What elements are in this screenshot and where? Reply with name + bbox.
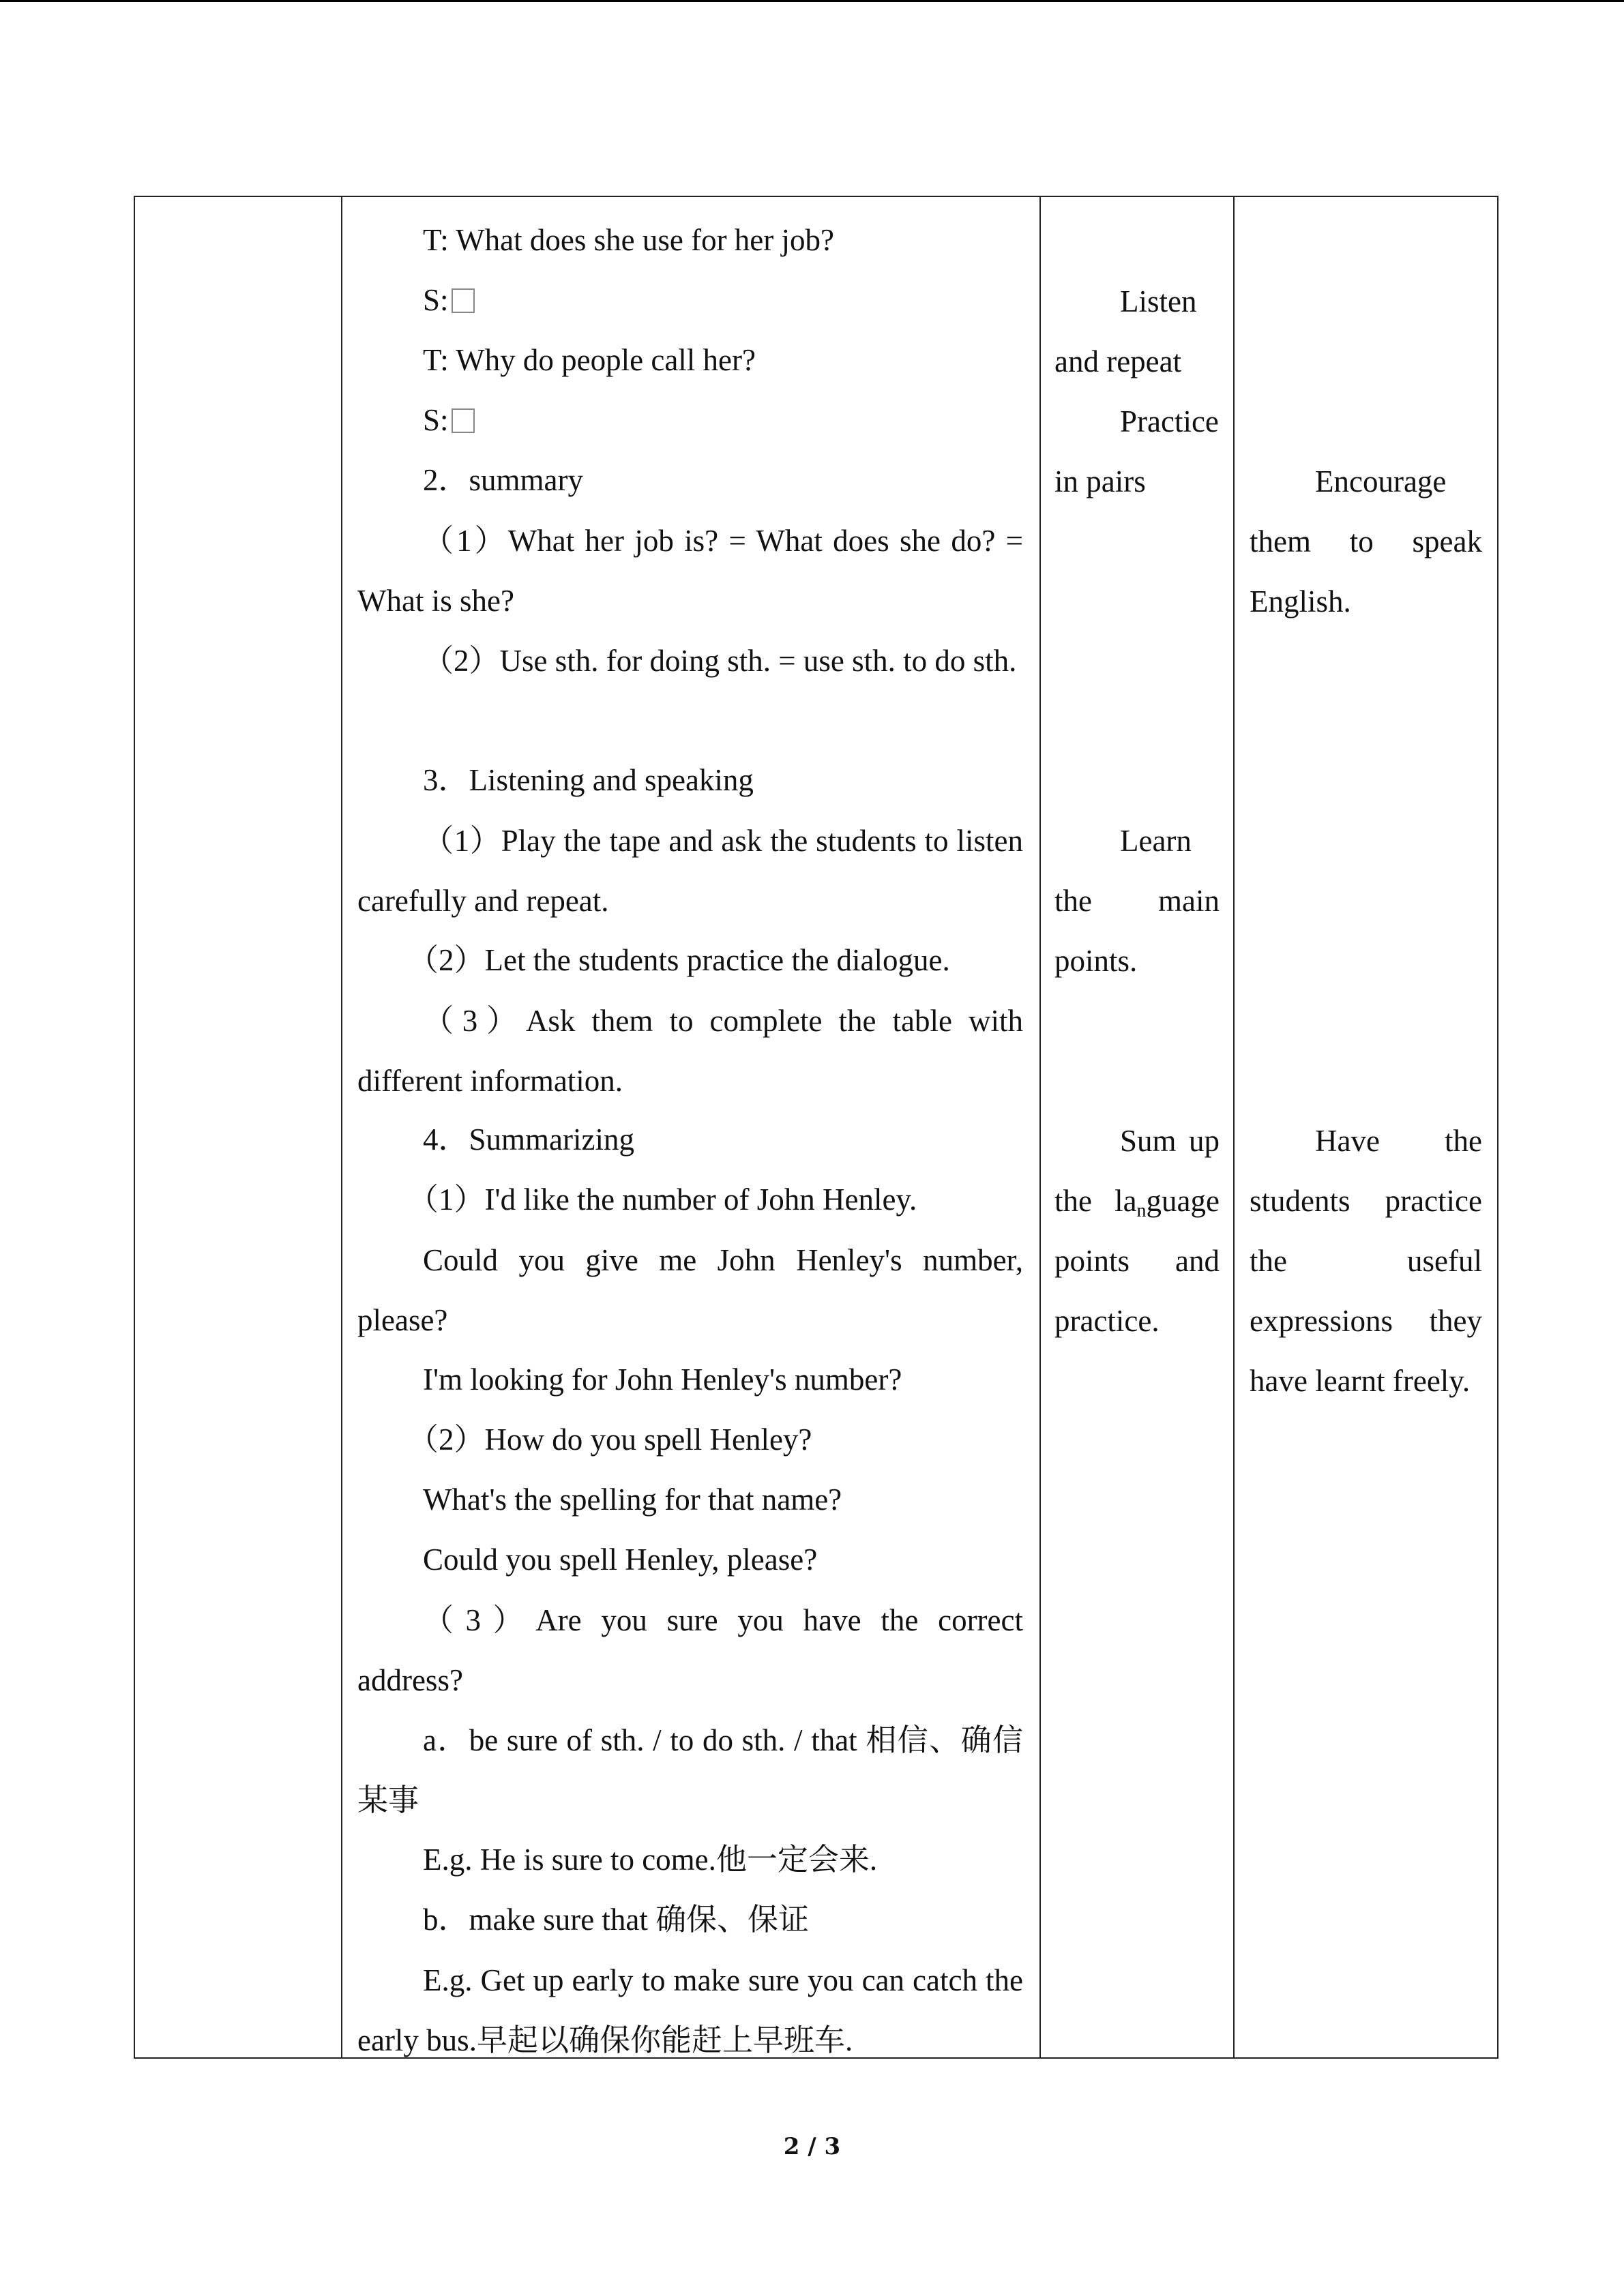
student-activity: Learn the main points. <box>1054 824 1220 978</box>
expression-line: Could you spell Henley, please? <box>423 1542 818 1577</box>
answer-label: S: <box>423 403 449 437</box>
student-activity <box>1054 1111 1220 1351</box>
usage-note-english: b．make sure that <box>423 1903 656 1937</box>
blank-step-cell <box>134 196 342 2058</box>
example-english: E.g. He is sure to come. <box>423 1843 716 1877</box>
lesson-plan-table <box>134 196 1498 2059</box>
activity-step: （1）Play the tape and ask the students to listen carefully and repeat. <box>357 824 1023 918</box>
design-purpose-cell <box>1234 196 1498 2058</box>
question-line: T: Why do people call her? <box>423 343 756 377</box>
example-period: . <box>844 2023 853 2057</box>
student-activity-cell <box>1040 196 1234 2058</box>
expression-line: I'm looking for John Henley's number? <box>423 1362 902 1397</box>
answer-placeholder-box <box>452 288 475 313</box>
design-purpose: Have the students practice the useful expressions they have learnt freely. <box>1250 1124 1482 1398</box>
expression-line: Could you give me John Henley's number, please? <box>357 1243 1023 1337</box>
expression-line: （1）I'd like the number of John Henley. <box>408 1182 917 1217</box>
activity-text-end: guage points and practice. <box>1054 1184 1220 1338</box>
page-number: 2 / 3 <box>783 2133 841 2160</box>
summary-point: （2）Use sth. for doing sth. = use sth. to do sth. <box>423 644 1017 678</box>
expression-line: （2）How do you spell Henley? <box>408 1422 812 1457</box>
top-border-line <box>0 0 1624 2</box>
student-activity: Listen and repeat <box>1054 284 1197 378</box>
expression-line: （3）Are you sure you have the correct address? <box>357 1603 1023 1697</box>
answer-line <box>423 280 475 320</box>
section-heading: 4．Summarizing <box>423 1122 634 1157</box>
answer-placeholder-box <box>452 408 475 433</box>
expression-line: What's the spelling for that name? <box>423 1482 842 1517</box>
activity-text-start: Sum up the la <box>1054 1124 1220 1218</box>
example-period: . <box>869 1843 878 1877</box>
usage-note-english: a．be sure of sth. / to do sth. / that <box>423 1723 866 1757</box>
usage-note <box>357 1710 1023 1830</box>
table-row <box>134 196 1498 2058</box>
example-chinese: 他一定会来 <box>715 1841 870 1877</box>
answer-line <box>423 400 475 441</box>
usage-note-chinese: 相信、确信某事 <box>357 1722 1023 1818</box>
section-heading: 2．summary <box>423 463 583 497</box>
example-sentence <box>423 1839 877 1880</box>
activity-step: （3）Ask them to complete the table with different information. <box>357 1004 1023 1098</box>
usage-note-chinese: 确保、保证 <box>655 1901 810 1937</box>
answer-label: S: <box>423 283 449 317</box>
student-activity: Practice in pairs <box>1054 404 1219 498</box>
activity-subscript-letter: n <box>1136 1200 1147 1221</box>
design-purpose: Encourage them to speak English. <box>1250 464 1482 618</box>
activity-step: （2）Let the students practice the dialogue. <box>408 943 950 977</box>
usage-note <box>423 1899 809 1940</box>
example-chinese: 早起以确保你能赶上早班车 <box>476 2022 845 2058</box>
example-sentence <box>357 1950 1023 2070</box>
teaching-procedure-cell <box>342 196 1040 2058</box>
question-line: T: What does she use for her job? <box>423 223 834 257</box>
summary-point: （1）What her job is? = What does she do? = What is she? <box>357 524 1023 618</box>
example-english: E.g. Get up early to make sure you can catch the early bus. <box>357 1963 1023 2057</box>
section-heading: 3．Listening and speaking <box>423 763 754 797</box>
